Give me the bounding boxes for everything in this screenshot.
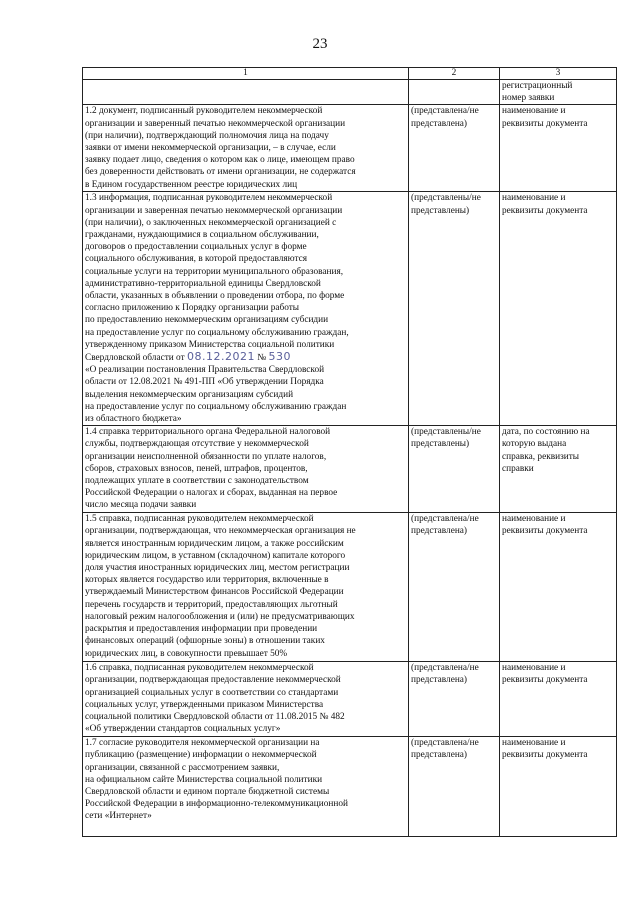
table-row-1-4 (83, 426, 617, 513)
page-number: 23 (312, 36, 328, 52)
table-row-1-5 (83, 513, 617, 662)
table-header-row (83, 68, 617, 80)
table-row-1-2 (83, 105, 617, 192)
cell-details: наименование и реквизиты документа (500, 105, 617, 192)
table-row-1-7 (83, 737, 617, 837)
cell-status: (представлены/не представлены) (409, 426, 500, 513)
header-col-3: 3 (500, 68, 617, 80)
row-1-3-text-before: 1.3 информация, подписанная руководителем некоммерческой организации и заверенная печатью некоммерческой организации (при наличии), о заключенных некоммерческой организацией с гражданами, нуждающимися в социальном обслуживании, договоров о предоставлении социальных услуг в форме социального обслуживания, в которой предоставляются социальные услуги на территории муниципального образования, административно-территориальной единицы Свердловской области, указанных в объявлении о проведении отбора, по форме согласно приложению к Порядку организации работы по предоставлению некоммерческим организациям субсидии на предоставление услуг по социальному обслуживанию граждан, утвержденному приказом Министерства социальной политики Свердловской области от (85, 193, 349, 364)
cell-description: 1.5 справка, подписанная руководителем некоммерческой организации, подтверждающая, что некоммерческая организация не является иностранным юридическим лицом, а также российским юридическим лицом, в уставном (складочном) капитале которого доля участия иностранных юридических лиц, местом регистрации которых является государство или территория, включенные в утверждаемый Министерством финансов Российской Федерации перечень государств и территорий, предоставляющих льготный налоговый режим налогообложения и (или) не предусматривающих раскрытия и предоставления информации при проведении финансовых операций (офшорные зоны) в отношении таких юридических лиц, в совокупности превышает 50% (83, 513, 409, 662)
cell-status: (представлена/не представлена) (409, 662, 500, 737)
cell-details: наименование и реквизиты документа (500, 662, 617, 737)
cell-status: (представлены/не представлены) (409, 192, 500, 426)
header-col-1: 1 (83, 68, 409, 80)
cell-description: 1.2 документ, подписанный руководителем некоммерческой организации и заверенный печатью некоммерческой организации (при наличии), подтверждающий полномочия лица на подачу заявки от имени некоммерческой организации, – в случае, если заявку подает лицо, сведения о котором как о лице, имеющем право без доверенности действовать от имени организации, не содержатся в Едином государственном реестре юридических лиц (83, 105, 409, 192)
cell-status: (представлена/не представлена) (409, 737, 500, 837)
row-1-3-text-after: «О реализации постановления Правительства Свердловской области от 12.08.2021 № 491-ПП «Об утверждении Порядка выделения некоммерческим организациям субсидий на предоставление услуг по социальному обслуживанию граждан из областного бюджета» (85, 365, 347, 425)
handwritten-date: 08.12.2021 (186, 350, 255, 364)
documents-table (82, 67, 617, 837)
cell-details: дата, по состоянию на которую выдана справка, реквизиты справки (500, 426, 617, 513)
header-col-2: 2 (409, 68, 500, 80)
handwritten-number: 530 (268, 350, 291, 364)
cell-status: (представлена/не представлена) (409, 105, 500, 192)
table-row-1-3 (83, 192, 617, 426)
number-sign: № (254, 353, 269, 364)
cell-col-3: регистрационный номер заявки (500, 80, 617, 105)
cell-col-2 (409, 80, 500, 105)
cell-details: наименование и реквизиты документа (500, 513, 617, 662)
cell-description: 1.7 согласие руководителя некоммерческой организации на публикацию (размещение) информации о некоммерческой организации, связанной с рассмотрением заявки, на официальном сайте Министерства социальной политики Свердловской области и едином портале бюджетной системы Российской Федерации в информационно-телекоммуникационной сети «Интернет» (83, 737, 409, 837)
cell-description (83, 192, 409, 426)
cell-status: (представлена/не представлена) (409, 513, 500, 662)
table-row-1-6 (83, 662, 617, 737)
cell-col-1 (83, 80, 409, 105)
cell-details: наименование и реквизиты документа (500, 737, 617, 837)
table-row-continuation (83, 80, 617, 105)
cell-description: 1.6 справка, подписанная руководителем некоммерческой организации, подтверждающая предоставление некоммерческой организацией социальных услуг в соответствии со стандартами социальных услуг, утвержденными приказом Министерства социальной политики Свердловской области от 11.08.2015 № 482 «Об утверждении стандартов социальных услуг» (83, 662, 409, 737)
cell-details: наименование и реквизиты документа (500, 192, 617, 426)
cell-description: 1.4 справка территориального органа Федеральной налоговой службы, подтверждающая отсутствие у некоммерческой организации неисполненной обязанности по уплате налогов, сборов, страховых взносов, пеней, штрафов, процентов, подлежащих уплате в соответствии с законодательством Российской Федерации о налогах и сборах, выданная на первое число месяца подачи заявки (83, 426, 409, 513)
